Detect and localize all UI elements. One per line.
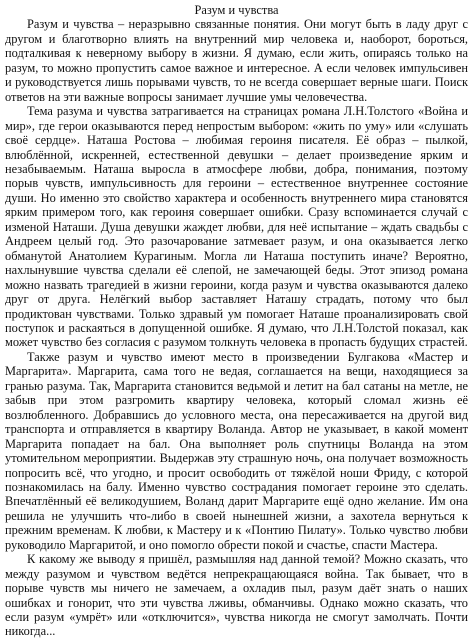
paragraph-2: Тема разума и чувства затрагивается на страницах романа Л.Н.Толстого «Война и мир», где герои оказываются перед непростым выбором: «жить по уму» или «слушать своё сердце». Наташа Ростова – любимая героиня писателя. Её образ – пылкой, влюблённой, искренней, естественной девушки – делает произведение ярким и незабываемым. Наташа выросла в атмосфере любви, добра, понимания, поэтому порыв чувств, импульсивность для героини – естественное внутреннее состояние души. Но именно это свойство характера и особенность внутреннего мира становятся ярким примером того, как героиня совершает ошибки. Сразу вспоминается случай с изменой Наташи. Душа девушки жаждет любви, для неё испытание – ждать свадьбы с Андреем целый год. Это разочарование затмевает разум, и она оказывается легко обманутой Анатолием Курагиным. Могла ли Наташа поступить иначе? Вероятно, нахлынувшие чувства сделали её слепой, не замечающей беды. Этот эпизод романа можно назвать трагедией в жизни героини, когда разум и чувства оказываются далеко друг от друга. Нелёгкий выбор заставляет Наташу страдать, потому что был продиктован чувствами. Только здравый ум помогает Наташе проанализировать свой поступок и раскаяться в допущенной ошибке. Я думаю, что Л.Н.Толстой показал, как может чувство без согласия с разумом толкнуть человека в пропасть будущих страстей. bbox=[5, 104, 468, 350]
paragraph-3: Также разум и чувство имеют место в произведении Булгакова «Мастер и Маргарита». Маргарита, сама того не ведая, соглашается на вещи, находящиеся за гранью разума. Так, Маргарита становится ведьмой и летит на бал сатаны на метле, не забыв при этом разгромить квартиру человека, который сломал жизнь её возлюбленного. Добравшись до условного места, она пересаживается на другой вид транспорта и отправляется в квартиру Воланда. Автор не указывает, в какой момент Маргарита попадает на бал. Она выполняет роль спутницы Воланда на этом утомительном мероприятии. Выдержав эту страшную ночь, она получает возможность попросить всё, что угодно, и просит освободить от тяжёлой ноши Фриду, с которой познакомилась на балу. Именно чувство сострадания помогает героине это сделать. Впечатлённый её великодушием, Воланд дарит Маргарите ещё одно желание. Им она решила не улучшить что-либо в своей нынешней жизни, а захотела вернуться к прежним временам. К любви, к Мастеру и к «Понтию Пилату». Только чувство любви руководило Маргаритой, и оно помогло обрести покой и счастье, спасти Мастера. bbox=[5, 349, 468, 552]
paragraph-1: Разум и чувства – неразрывно связанные понятия. Они могут быть в ладу друг с другом и благотворно влиять на внутренний мир человека и, наоборот, бороться, подталкивая к неверному выбору в жизни. Я думаю, если жить, опираясь только на разум, то можно пропустить самое важное и интересное. А если человек импульсивен и руководствуется лишь порывами чувств, то не всегда совершает верные шаги. Поиск ответов на эти важные вопросы занимает лучшие умы человечества. bbox=[5, 17, 468, 104]
page-title: Разум и чувства bbox=[194, 3, 279, 17]
paragraph-4: К какому же выводу я пришёл, размышляя над данной темой? Можно сказать, что между разумом и чувством ведётся непрекращающаяся война. Так бывает, что в порыве чувств мы ничего не замечаем, а охладив пыл, разум даёт знать о наших ошибках и гонорит, что эти чувства лживы, обманчивы. Однако можно сказать, что если разум «умрёт» или «отключится», чувства никогда не смогут замолчать. Почти никогда... bbox=[5, 552, 468, 639]
